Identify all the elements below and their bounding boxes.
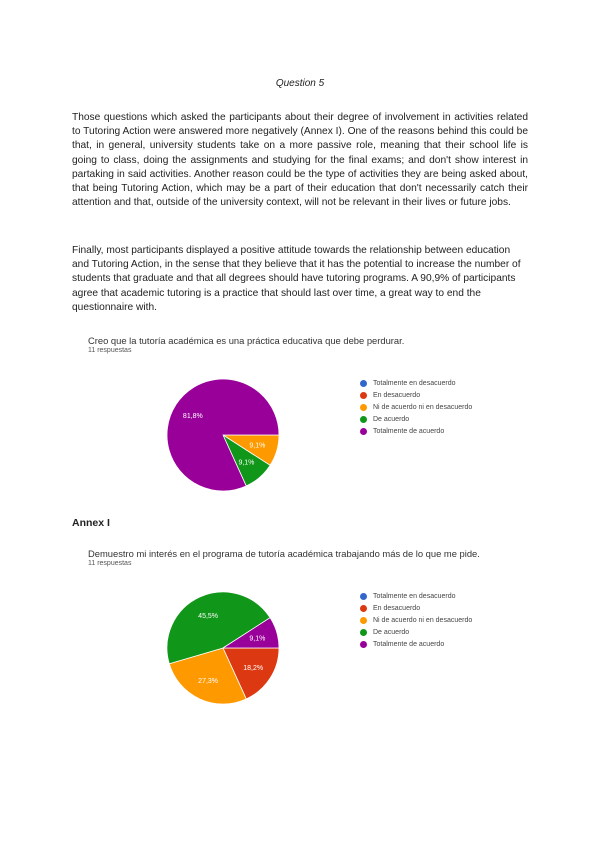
pie-slice-label: 27,3%	[198, 678, 219, 686]
legend-swatch	[360, 617, 367, 624]
chart-title: Creo que la tutoría académica es una práctica educativa que debe perdurar.	[88, 335, 405, 346]
legend-label: De acuerdo	[373, 415, 410, 423]
legend-item-totalmente-en-desacuerdo	[360, 590, 472, 602]
pie-chart-interes	[88, 548, 528, 748]
legend-label: Ni de acuerdo ni en desacuerdo	[373, 616, 473, 624]
pie-slice-label: 18,2%	[243, 664, 264, 672]
pie-slice-label: 9,1%	[249, 635, 266, 643]
legend-swatch	[360, 641, 367, 648]
legend-item-ni-de-acuerdo-ni-en-desacuerdo	[360, 614, 472, 626]
legend-item-de-acuerdo	[360, 626, 472, 638]
chart-response-count: 11 respuestas	[88, 347, 132, 354]
pie-chart-perdurar	[88, 335, 528, 535]
pie-slice-label: 45,5%	[198, 612, 219, 620]
chart-response-count: 11 respuestas	[88, 560, 132, 567]
legend-item-ni-de-acuerdo-ni-en-desacuerdo	[360, 401, 472, 413]
legend-label: Totalmente de acuerdo	[373, 640, 445, 648]
legend-item-de-acuerdo	[360, 413, 472, 425]
paragraph-attitude: Finally, most participants displayed a positive attitude towards the relationship between education and Tutoring Action, in the sense that they believe that it has the potential to increase the number of students that graduate and that all degrees should have tutoring programs. A 90,9% of participants agree that academic tutoring is a practice that should last over time, a great way to end the questionnaire with.	[72, 245, 521, 313]
legend-label: Totalmente en desacuerdo	[373, 379, 456, 387]
legend-label: En desacuerdo	[373, 604, 421, 612]
legend-label: Totalmente en desacuerdo	[373, 592, 456, 600]
pie-slice-label: 9,1%	[238, 459, 255, 467]
paragraph-involvement: Those questions which asked the participants about their degree of involvement in activities related to Tutoring Action were answered more negatively (Annex I). One of the reasons behind this could be that, in general, university students take on a more passive role, meaning that their school life is going to class, doing the assignments and studying for the final exams; and don't show interest in partaking in said activities. Another reason could be the type of activities they are being asked about, that being Tutoring Action, which may be a part of their education that don't necessarily catch their attention and that, outside of the university context, will not be relevant in their lives or future jobs.	[72, 112, 528, 209]
pie-svg	[148, 578, 288, 718]
legend-label: Totalmente de acuerdo	[373, 427, 445, 435]
legend-item-en-desacuerdo	[360, 389, 472, 401]
legend-label: En desacuerdo	[373, 391, 421, 399]
legend-swatch	[360, 629, 367, 636]
pie-slice-label: 9,1%	[249, 442, 266, 450]
legend-item-en-desacuerdo	[360, 602, 472, 614]
legend-swatch	[360, 404, 367, 411]
legend-swatch	[360, 380, 367, 387]
legend-swatch	[360, 392, 367, 399]
legend-swatch	[360, 605, 367, 612]
pie-slice-label: 81,8%	[182, 413, 203, 421]
legend-item-totalmente-en-desacuerdo	[360, 377, 472, 389]
question-heading: Question 5	[275, 78, 325, 89]
annex-label: Annex I	[72, 517, 110, 529]
chart-title: Demuestro mi interés en el programa de tutoría académica trabajando más de lo que me pide.	[88, 548, 480, 559]
legend-item-totalmente-de-acuerdo	[360, 425, 472, 437]
legend-swatch	[360, 593, 367, 600]
pie-svg	[148, 365, 288, 505]
chart-legend	[360, 377, 472, 437]
legend-swatch	[360, 428, 367, 435]
legend-item-totalmente-de-acuerdo	[360, 638, 472, 650]
legend-label: Ni de acuerdo ni en desacuerdo	[373, 403, 473, 411]
legend-label: De acuerdo	[373, 628, 410, 636]
chart-legend	[360, 590, 472, 650]
legend-swatch	[360, 416, 367, 423]
